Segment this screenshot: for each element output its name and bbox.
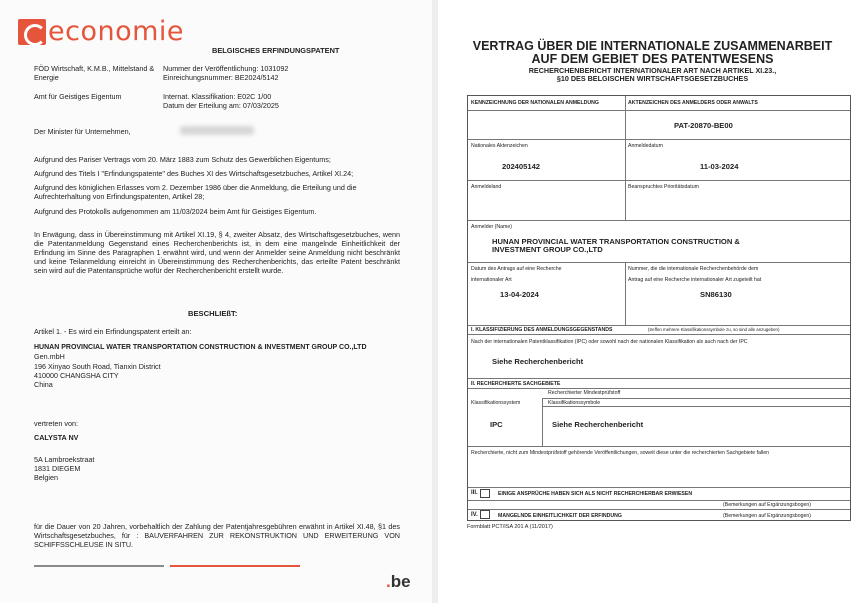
redacted-name — [180, 126, 254, 135]
label-kennzeichnung: KENNZEICHNUNG DER NATIONALEN ANMELDUNG — [471, 100, 599, 106]
economie-logo-icon — [18, 19, 46, 45]
section-1-note: (treffen mehrere Klassifikationssymbole zu, so sind alle anzugeben) — [648, 327, 780, 332]
left-document-page — [0, 0, 432, 603]
legal-basis-paragraph-2: Aufgrund des Titels I "Erfindungspatente" des Buches XI des Wirtschaftsgesetzbuches, Artikel XI.24; — [34, 169, 354, 178]
section-3-checkbox — [480, 489, 490, 498]
article-1: Artikel 1. - Es wird ein Erfindungspatent erteilt an: — [34, 327, 192, 336]
label-anmelder: Anmelder (Name) — [471, 224, 512, 230]
section-1-text: Nach der internationalen Patentklassifikation (IPC) oder sowohl nach der nationalen Klassifikation als auch nach der IPC — [471, 339, 748, 345]
consideration-paragraph: In Erwägung, dass in Übereinstimmung mit Artikel XI.19, § 4, zweiter Absatz, des Wirtschaftsgesetzbuches, wenn die Patentanmeldung Gegenstand eines Recherchenberichts ist, in dem eine mangelnde Einheitlichkeit der Erfindung im Sinne des Paragraphen 1 erwähnt wird, und wenn der Anmelder seine Anmeldung nicht beschränkt und keine Teilanmeldung einreicht in Übereinstimmung des Recherchenberichts, das erteilte Patent beschränkt sein wird auf die Patentansprüche wofür der Recherchenbericht erstellt wurde. — [34, 230, 400, 275]
agent-city: 1831 DIEGEM — [34, 464, 81, 473]
label-recherchierte-nicht-mindestpruefstoff: Recherchierte, nicht zum Mindestprüfstoff gehörende Veröffentlichungen, soweit diese unter die recherchierten Sachgebiete fallen — [471, 450, 769, 456]
office-name: Amt für Geistiges Eigentum — [34, 92, 122, 101]
label-klassifikationssymbole: Klassifikationssymbole — [548, 400, 601, 406]
minister-line: Der Minister für Unternehmen, — [34, 127, 131, 136]
value-nationales-aktenzeichen: 202405142 — [502, 162, 541, 171]
represented-by-label: vertreten von: — [34, 419, 78, 428]
section-2-label: II. RECHERCHIERTE SACHGEBIETE — [471, 381, 561, 387]
report-title-line-2: AUF DEM GEBIET DES PATENTWESENS — [531, 52, 774, 66]
label-antrag-datum-line-1: Datum des Antrags auf eine Recherche — [471, 266, 562, 272]
grant-date: Datum der Erteilung am: 07/03/2025 — [163, 101, 279, 110]
label-klassifikationssystem: Klassifikationssystem — [471, 400, 521, 406]
footer-line-grey — [34, 565, 164, 567]
agent-street: 5A Lambroekstraat — [34, 455, 95, 464]
section-3-text: EINIGE ANSPRÜCHE HABEN SICH ALS NICHT RECHERCHIERBAR ERWIESEN — [498, 491, 693, 497]
be-footer-logo: .be — [386, 572, 411, 591]
label-nummer-line-2: Antrag auf eine Recherche internationaler Art zugeteilt hat — [628, 277, 762, 283]
value-anmelder-line-1: HUNAN PROVINCIAL WATER TRANSPORTATION CONSTRUCTION & — [492, 237, 740, 246]
section-4-checkbox — [480, 510, 490, 519]
applicant-street: 196 Xinyao South Road, Tianxin District — [34, 362, 161, 371]
authority-line-2: Energie — [34, 73, 59, 82]
value-klassifikationssymbole: Siehe Recherchenbericht — [552, 420, 644, 429]
section-3-note: (Bemerkungen auf Ergänzungsbogen) — [723, 502, 811, 508]
economie-logo — [18, 16, 184, 47]
section-4-note: (Bemerkungen auf Ergänzungsbogen) — [723, 513, 811, 519]
label-aktenzeichen-anmelder: AKTENZEICHEN DES ANMELDERS ODER ANWALTS — [628, 100, 758, 106]
value-klassifikationssystem: IPC — [490, 420, 503, 429]
footer-line-red — [170, 565, 300, 567]
label-mindestpruefstoff: Recherchierter Mindestprüfstoff — [548, 390, 621, 396]
section-4-roman: IV. — [471, 512, 478, 518]
value-anmelder-line-2: INVESTMENT GROUP CO.,LTD — [492, 245, 603, 254]
registration-number: Einreichungsnummer: BE2024/5142 — [163, 73, 279, 82]
report-subtitle-line-2: §10 DES BELGISCHEN WIRTSCHAFTSGESETZBUCHES — [556, 74, 749, 83]
label-antrag-datum-line-2: internationaler Art — [471, 277, 512, 283]
patent-duration-paragraph: für die Dauer von 20 Jahren, vorbehaltlich der Zahlung der Patentjahresgebühren erwähnt in Artikel XI.48, §1 des Wirtschaftsgesetzbuches, für : BAUVERFAHREN ZUR REKONSTRUKTION UND ERWEITERUNG VON SCHIFFSSCHLEUSE IN SITU. — [34, 522, 400, 549]
search-report-form — [467, 95, 851, 521]
value-aktenzeichen-anmelder: PAT-20870-BE00 — [674, 121, 733, 130]
logo-text: economie — [48, 16, 185, 47]
label-anmeldedatum: Anmeldedatum — [628, 143, 663, 149]
section-1-value: Siehe Recherchenbericht — [492, 357, 584, 366]
publication-number: Nummer der Veröffentlichung: 1031092 — [163, 64, 289, 73]
section-1-label: I. KLASSIFIZIERUNG DES ANMELDUNGSGEGENSTANDS — [471, 327, 613, 333]
label-prioritaetsdatum: Beanspruchtes Prioritätsdatum — [628, 184, 699, 190]
value-anmeldedatum: 11-03-2024 — [700, 162, 739, 171]
label-nationales-aktenzeichen: Nationales Aktenzeichen — [471, 143, 528, 149]
report-title-line-1: VERTRAG ÜBER DIE INTERNATIONALE ZUSAMMENARBEIT — [472, 39, 833, 53]
value-nummer: SN86130 — [700, 290, 732, 299]
section-4-text: MANGELNDE EINHEITLICHKEIT DER ERFINDUNG — [498, 513, 622, 519]
value-antrag-datum: 13-04-2024 — [500, 290, 539, 299]
report-subtitle-line-1: RECHERCHENBERICHT INTERNATIONALER ART NACH ARTIKEL XI.23., — [528, 66, 777, 75]
decision-heading: BESCHLIEßT: — [188, 309, 238, 318]
agent-country: Belgien — [34, 473, 58, 482]
authority-line-1: FÖD Wirtschaft, K.M.B., Mittelstand & — [34, 64, 155, 73]
international-classification: Internat. Klassifikation: E02C 1/00 — [163, 92, 272, 101]
applicant-name-suffix: Gen.mbH — [34, 352, 65, 361]
section-3-roman: III. — [471, 490, 478, 496]
agent-name: CALYSTA NV — [34, 433, 79, 442]
form-number: Formblatt PCT/ISA 201 A (11/2017) — [467, 524, 553, 530]
label-anmeldeland: Anmeldeland — [471, 184, 502, 190]
applicant-city: 410000 CHANGSHA CITY — [34, 371, 119, 380]
label-nummer-line-1: Nummer, die die internationale Recherchenbehörde dem — [628, 266, 759, 272]
applicant-country: China — [34, 380, 53, 389]
legal-basis-paragraph-3: Aufgrund des königlichen Erlasses vom 2. Dezember 1986 über die Anmeldung, die Erteilung und die Aufrechterhaltung von Erfindungspatenten, Artikel 28; — [34, 183, 357, 201]
legal-basis-paragraph-1: Aufgrund des Pariser Vertrags vom 20. März 1883 zum Schutz des Gewerblichen Eigentums; — [34, 155, 331, 164]
legal-basis-paragraph-4: Aufgrund des Protokolls aufgenommen am 11/03/2024 beim Amt für Geistiges Eigentum. — [34, 207, 317, 216]
patent-header-title: BELGISCHES ERFINDUNGSPATENT — [212, 46, 340, 55]
applicant-name: HUNAN PROVINCIAL WATER TRANSPORTATION CONSTRUCTION & INVESTMENT GROUP CO.,LTD — [34, 344, 367, 351]
right-search-report-page — [438, 0, 867, 603]
